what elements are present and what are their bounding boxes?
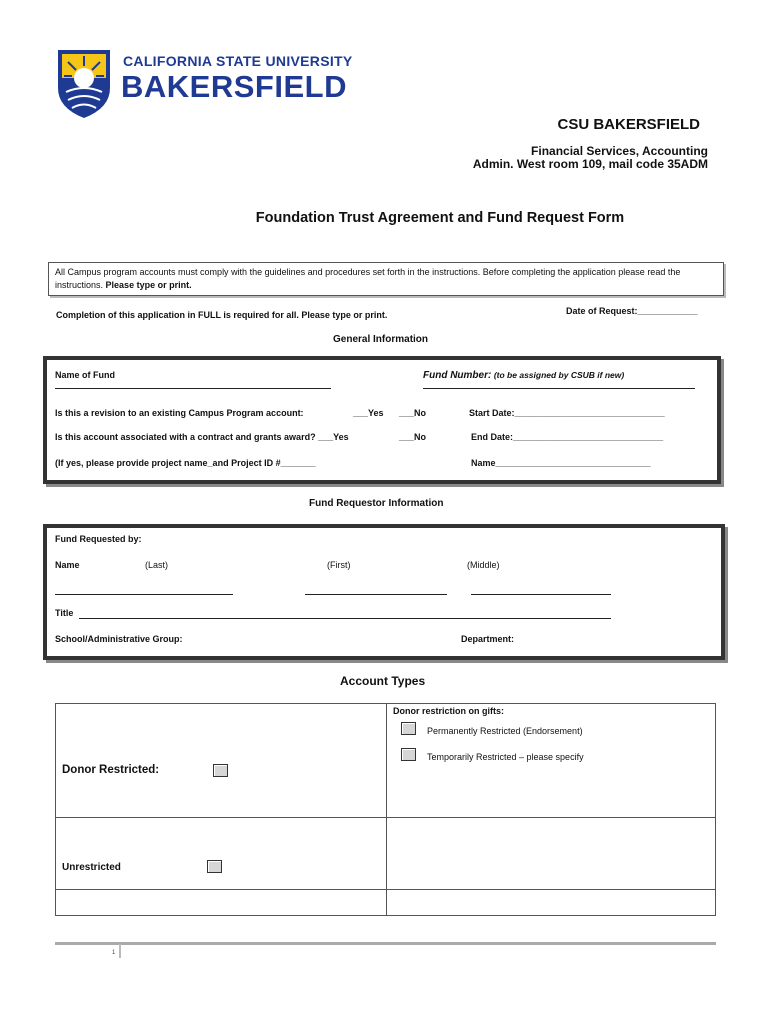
notice-text [55, 266, 719, 292]
instructions-notice [48, 262, 724, 296]
donor-restriction-cell [387, 704, 716, 818]
form-title: Foundation Trust Agreement and Fund Request Form [255, 210, 625, 226]
fund-number-label [423, 370, 624, 381]
revision-question: Is this a revision to an existing Campus Program account: [55, 408, 304, 418]
campus-heading: CSU BAKERSFIELD [557, 116, 700, 133]
donor-restriction-heading: Donor restriction on gifts: [393, 706, 504, 716]
general-information-heading: General Information [333, 334, 429, 345]
blank-cell-left [56, 890, 387, 916]
footer-rule [55, 942, 716, 945]
first-name-line[interactable] [305, 594, 447, 595]
revision-no-option[interactable]: ___No [399, 408, 427, 418]
notice-emphasis: Please type or print. [105, 280, 192, 290]
unrestricted-checkbox[interactable] [207, 860, 222, 873]
unrestricted-row [56, 818, 716, 890]
first-name-label: (First) [327, 560, 351, 570]
last-name-line[interactable] [55, 594, 233, 595]
fund-number-line[interactable] [423, 388, 695, 389]
project-id-field[interactable]: (If yes, please provide project name_and Project ID #_______ [55, 458, 316, 468]
start-date-field[interactable]: Start Date:______________________________ [469, 408, 665, 418]
donor-restricted-row [56, 704, 716, 818]
permanently-restricted-checkbox[interactable] [401, 722, 416, 735]
logo-university-name: CALIFORNIA STATE UNIVERSITY [123, 53, 353, 69]
middle-name-line[interactable] [471, 594, 611, 595]
fund-requestor-heading: Fund Requestor Information [309, 498, 444, 509]
temporarily-restricted-label: Temporarily Restricted – please specify [427, 752, 584, 762]
csub-logo [56, 48, 353, 120]
csub-shield-icon [56, 48, 112, 120]
department-line: Financial Services, Accounting [531, 144, 708, 158]
project-name-field[interactable]: Name_______________________________ [471, 458, 651, 468]
temporarily-restricted-checkbox[interactable] [401, 748, 416, 761]
fund-number-note: (to be assigned by CSUB if new) [493, 370, 625, 380]
page-number: 1 [112, 950, 116, 956]
footer-tick [119, 944, 121, 958]
contract-question[interactable]: Is this account associated with a contract and grants award? ___Yes [55, 432, 349, 442]
donor-restricted-cell [56, 704, 387, 818]
fund-requestor-box [43, 524, 725, 660]
completion-note: Completion of this application in FULL is required for all. Please type or print. [56, 310, 388, 320]
last-name-label: (Last) [145, 560, 169, 570]
revision-yes-option[interactable]: ___Yes [353, 408, 384, 418]
title-line[interactable] [79, 618, 611, 619]
date-of-request-field[interactable]: Date of Request:____________ [566, 306, 698, 316]
donor-restricted-checkbox[interactable] [213, 764, 228, 777]
contract-no-option[interactable]: ___No [399, 432, 427, 442]
unrestricted-label: Unrestricted [62, 862, 121, 873]
school-group-field[interactable]: School/Administrative Group: [55, 634, 183, 644]
notice-body: All Campus program accounts must comply with the guidelines and procedures set forth in the instructions. Before completing the application please read the instructions. [55, 267, 681, 290]
department-field[interactable]: Department: [461, 634, 515, 644]
permanently-restricted-label: Permanently Restricted (Endorsement) [427, 726, 583, 736]
unrestricted-detail-cell [387, 818, 716, 890]
title-label: Title [55, 608, 74, 618]
address-line: Admin. West room 109, mail code 35ADM [472, 157, 708, 171]
account-types-table [55, 703, 716, 916]
blank-cell-right [387, 890, 716, 916]
middle-name-label: (Middle) [467, 560, 500, 570]
donor-restricted-label: Donor Restricted: [62, 764, 160, 776]
end-date-field[interactable]: End Date:______________________________ [471, 432, 664, 442]
unrestricted-cell [56, 818, 387, 890]
general-information-box [43, 356, 721, 484]
blank-row [56, 890, 716, 916]
name-label: Name [55, 560, 80, 570]
fund-number-text: Fund Number: [423, 370, 492, 381]
logo-campus-name: BAKERSFIELD [121, 69, 347, 104]
fund-requested-by-label: Fund Requested by: [55, 534, 142, 544]
name-of-fund-label: Name of Fund [55, 370, 115, 380]
name-of-fund-line[interactable] [55, 388, 331, 389]
account-types-heading: Account Types [340, 674, 426, 688]
